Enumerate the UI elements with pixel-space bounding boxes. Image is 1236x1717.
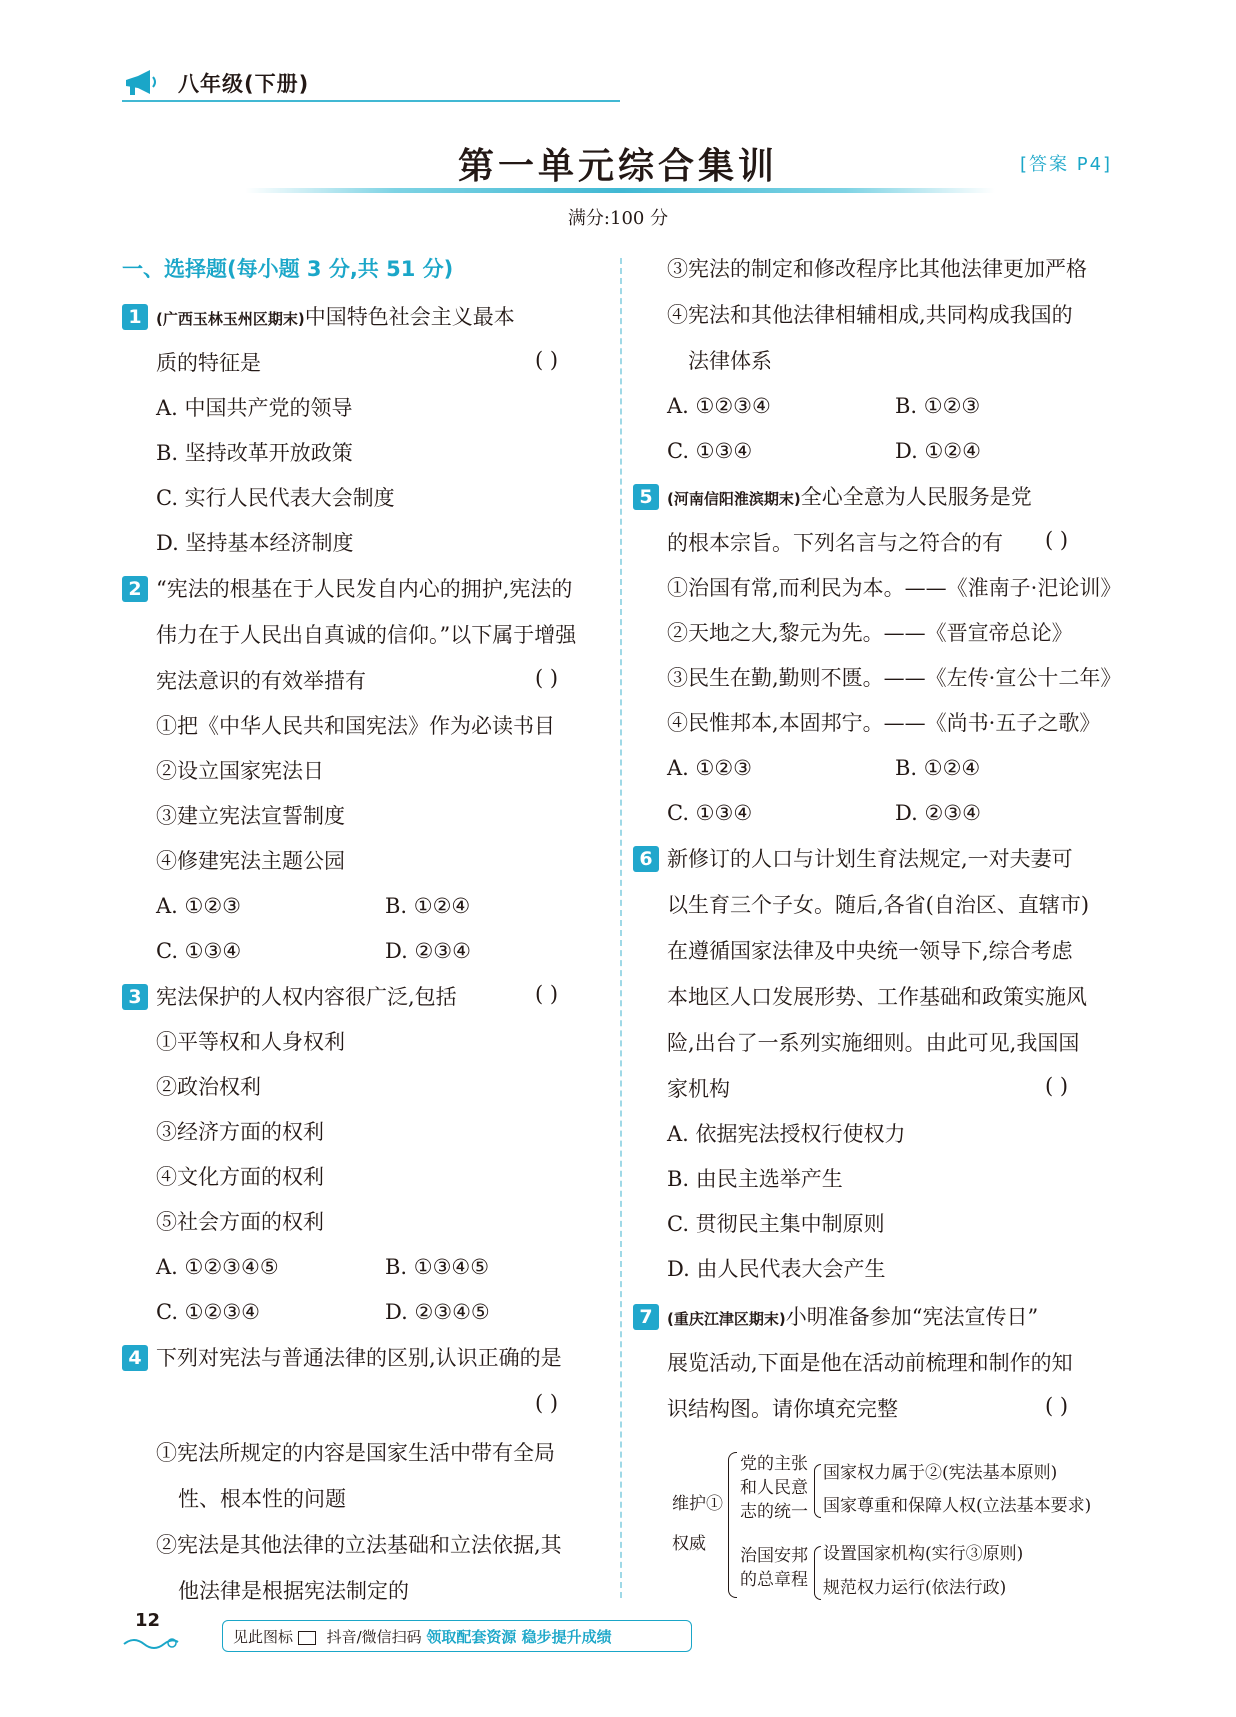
q5-stem-text: 全心全意为人民服务是党	[800, 485, 1032, 509]
q7-stem-text: 小明准备参加“宪法宣传日”	[785, 1305, 1039, 1329]
q2-item-3: ③建立宪法宣誓制度	[156, 804, 345, 828]
q6-line-4: 本地区人口发展形势、工作基础和政策实施风	[667, 985, 1087, 1009]
q5-option-d: D. ②③④	[895, 801, 981, 825]
q2-stem-line1: “宪法的根基在于人民发自内心的拥护,宪法的	[156, 577, 573, 601]
q5-answer-blank[interactable]: ( )	[1045, 528, 1069, 552]
q2-option-c: C. ①③④	[156, 939, 242, 963]
diagram-branch1-item2: 国家尊重和保障人权(立法基本要求)	[823, 1496, 1092, 1516]
megaphone-icon	[120, 68, 164, 98]
question-number-3: 3	[122, 984, 148, 1010]
footer-text-2: 抖音/微信扫码	[326, 1628, 427, 1646]
q5-stem-line2: 的根本宗旨。下列名言与之符合的有	[667, 531, 1003, 555]
q6-option-a: A. 依据宪法授权行使权力	[667, 1122, 906, 1146]
q4-item-2b: 他法律是根据宪法制定的	[178, 1579, 409, 1603]
diagram-branch1-item1: 国家权力属于②(宪法基本原则)	[823, 1463, 1058, 1483]
question-number-4: 4	[122, 1345, 148, 1371]
q6-line-3: 在遵循国家法律及中央统一领导下,综合考虑	[667, 939, 1073, 963]
diagram-branch1-line1: 党的主张	[740, 1454, 808, 1474]
q2-option-d: D. ②③④	[385, 939, 471, 963]
diagram-branch1-line2: 和人民意	[740, 1478, 808, 1498]
q7-answer-blank[interactable]: ( )	[1045, 1394, 1069, 1418]
q4-option-b: B. ①②③	[895, 394, 981, 418]
q4-item-4a: ④宪法和其他法律相辅相成,共同构成我国的	[667, 303, 1073, 327]
q2-answer-blank[interactable]: ( )	[535, 666, 559, 690]
q6-line-2: 以生育三个子女。随后,各省(自治区、直辖市)	[667, 893, 1090, 917]
q4-option-d: D. ①②④	[895, 439, 981, 463]
q1-stem-line2: 质的特征是	[156, 351, 261, 375]
q3-item-2: ②政治权利	[156, 1075, 261, 1099]
q2-item-2: ②设立国家宪法日	[156, 759, 324, 783]
full-score: 满分:100 分	[567, 208, 669, 229]
q1-answer-blank[interactable]: ( )	[535, 348, 559, 372]
diagram-branch1-brace	[814, 1464, 821, 1518]
q3-option-a: A. ①②③④⑤	[156, 1255, 279, 1279]
q1-stem-line1	[156, 302, 515, 334]
q4-item-1b: 性、根本性的问题	[178, 1487, 346, 1511]
q2-item-1: ①把《中华人民共和国宪法》作为必读书目	[156, 714, 555, 738]
section-heading: 一、选择题(每小题 3 分,共 51 分)	[122, 257, 454, 281]
diagram-branch2-line2: 的总章程	[740, 1570, 808, 1590]
question-number-2: 2	[122, 576, 148, 602]
q5-option-b: B. ①②④	[895, 756, 981, 780]
diagram-branch2-brace	[814, 1546, 821, 1600]
diagram-main-brace	[728, 1452, 737, 1598]
diagram-branch2-item1: 设置国家机构(实行③原则)	[823, 1544, 1024, 1564]
footer-text-3: 领取配套资源 稳步提升成绩	[426, 1628, 612, 1646]
q7-stem-line2: 展览活动,下面是他在活动前梳理和制作的知	[667, 1351, 1073, 1375]
q3-item-4: ④文化方面的权利	[156, 1165, 324, 1189]
question-number-6: 6	[633, 846, 659, 872]
q4-item-1a: ①宪法所规定的内容是国家生活中带有全局	[156, 1441, 555, 1465]
q4-item-2a: ②宪法是其他法律的立法基础和立法依据,其	[156, 1533, 562, 1557]
diagram-branch2-line1: 治国安邦	[740, 1546, 808, 1566]
column-divider	[620, 258, 622, 1598]
q5-item-3: ③民生在勤,勤则不匮。——《左传·宣公十二年》	[667, 666, 1122, 690]
question-number-1: 1	[122, 304, 148, 330]
q3-answer-blank[interactable]: ( )	[535, 982, 559, 1006]
diagram-branch2-item2: 规范权力运行(依法行政)	[823, 1578, 1007, 1598]
q7-source: (重庆江津区期末)	[667, 1310, 786, 1328]
q7-stem-line3: 识结构图。请你填充完整	[667, 1397, 898, 1421]
header-rule	[122, 100, 620, 102]
q6-line-1: 新修订的人口与计划生育法规定,一对夫妻可	[667, 847, 1073, 871]
q4-answer-blank[interactable]: ( )	[535, 1391, 559, 1415]
q1-option-b: B. 坚持改革开放政策	[156, 441, 353, 465]
q2-stem-line3: 宪法意识的有效举措有	[156, 669, 366, 693]
question-number-5: 5	[633, 484, 659, 510]
q6-option-d: D. 由人民代表大会产生	[667, 1257, 886, 1281]
q3-option-b: B. ①③④⑤	[385, 1255, 490, 1279]
q1-option-d: D. 坚持基本经济制度	[156, 531, 354, 555]
q6-line-6: 家机构	[667, 1077, 730, 1101]
q5-stem-line1	[667, 482, 1032, 514]
q2-option-a: A. ①②③	[156, 894, 241, 918]
footer-resource-banner[interactable]	[222, 1620, 692, 1652]
q5-item-1: ①治国有常,而利民为本。——《淮南子·汜论训》	[667, 576, 1122, 600]
q6-line-5: 险,出台了一系列实施细则。由此可见,我国国	[667, 1031, 1080, 1055]
q7-stem-line1	[667, 1302, 1038, 1334]
q2-stem-line2: 伟力在于人民出自真诚的信仰。”以下属于增强	[156, 623, 577, 647]
diagram-root-line1: 维护①	[672, 1494, 723, 1514]
q3-option-c: C. ①②③④	[156, 1300, 260, 1324]
q3-item-3: ③经济方面的权利	[156, 1120, 324, 1144]
q4-option-a: A. ①②③④	[667, 394, 771, 418]
q5-option-c: C. ①③④	[667, 801, 753, 825]
q4-item-4b: 法律体系	[688, 349, 772, 373]
diagram-root-line2: 权威	[672, 1534, 706, 1554]
q2-item-4: ④修建宪法主题公园	[156, 849, 345, 873]
question-number-7: 7	[633, 1304, 659, 1330]
q1-option-c: C. 实行人民代表大会制度	[156, 486, 395, 510]
q1-option-a: A. 中国共产党的领导	[156, 396, 353, 420]
q1-stem-text: 中国特色社会主义最本	[304, 305, 515, 329]
q3-item-1: ①平等权和人身权利	[156, 1030, 345, 1054]
q4-option-c: C. ①③④	[667, 439, 753, 463]
q5-source: (河南信阳淮滨期末)	[667, 490, 801, 508]
q6-option-b: B. 由民主选举产生	[667, 1167, 843, 1191]
qr-scan-icon	[298, 1631, 316, 1645]
q3-option-d: D. ②③④⑤	[385, 1300, 490, 1324]
title-underline	[245, 188, 995, 193]
q3-stem: 宪法保护的人权内容很广泛,包括	[156, 985, 457, 1009]
q6-option-c: C. 贯彻民主集中制原则	[667, 1212, 885, 1236]
wave-ornament-icon	[122, 1634, 182, 1650]
q5-option-a: A. ①②③	[667, 756, 752, 780]
q3-item-5: ⑤社会方面的权利	[156, 1210, 324, 1234]
diagram-branch1-line3: 志的统一	[740, 1502, 808, 1522]
grade-header: 八年级(下册)	[178, 72, 310, 96]
q1-source: (广西玉林玉州区期末)	[156, 310, 305, 328]
q2-option-b: B. ①②④	[385, 894, 471, 918]
footer-text-1: 见此图标	[233, 1628, 298, 1646]
q4-item-3: ③宪法的制定和修改程序比其他法律更加严格	[667, 257, 1087, 281]
q4-stem: 下列对宪法与普通法律的区别,认识正确的是	[156, 1346, 562, 1370]
q5-item-4: ④民惟邦本,本固邦宁。——《尚书·五子之歌》	[667, 711, 1101, 735]
q5-item-2: ②天地之大,黎元为先。——《晋宣帝总论》	[667, 621, 1073, 645]
page-title: 第一单元综合集训	[457, 146, 778, 187]
q6-answer-blank[interactable]: ( )	[1045, 1074, 1069, 1098]
page-number: 12	[135, 1610, 161, 1631]
answer-reference: [答案 P4]	[1020, 154, 1113, 175]
